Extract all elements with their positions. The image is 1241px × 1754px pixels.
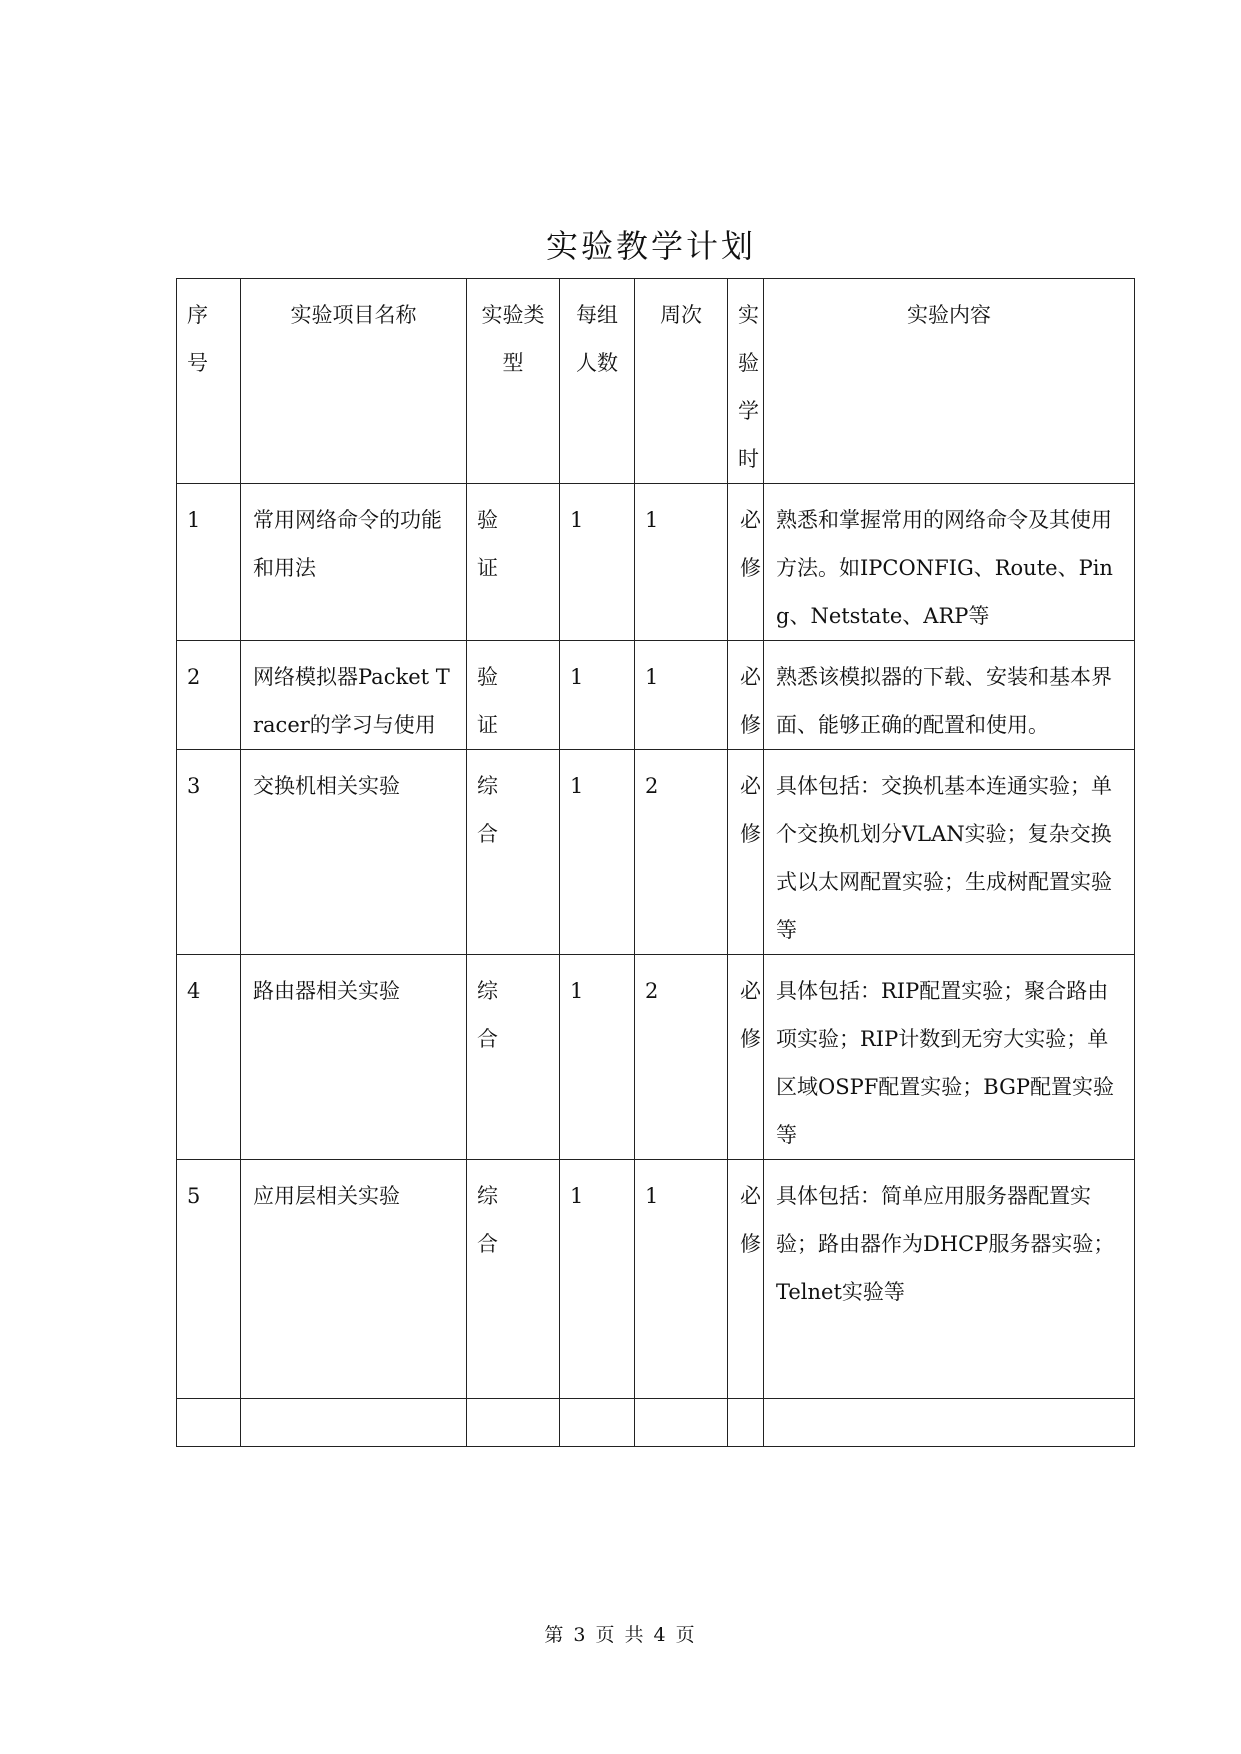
- table-row: [177, 641, 1135, 750]
- empty-cell: [241, 1399, 467, 1447]
- cell-type: 综合: [467, 955, 560, 1160]
- cell-name: 常用网络命令的功能和用法: [241, 484, 467, 641]
- cell-content: 熟悉和掌握常用的网络命令及其使用方法。如IPCONFIG、Route、Ping、Netstate、ARP等: [764, 484, 1135, 641]
- cell-no: 5: [177, 1160, 241, 1399]
- cell-week: 1: [635, 484, 728, 641]
- header-content: 实验内容: [764, 279, 1135, 484]
- table-row: [177, 1160, 1135, 1399]
- cell-hours: 必修: [728, 955, 764, 1160]
- cell-group-size: 1: [560, 750, 635, 955]
- cell-week: 1: [635, 641, 728, 750]
- cell-no: 1: [177, 484, 241, 641]
- cell-week: 2: [635, 955, 728, 1160]
- empty-cell: [560, 1399, 635, 1447]
- cell-type: 验证: [467, 484, 560, 641]
- cell-type: 综合: [467, 1160, 560, 1399]
- cell-type: 综合: [467, 750, 560, 955]
- cell-name: 路由器相关实验: [241, 955, 467, 1160]
- cell-type: 验证: [467, 641, 560, 750]
- cell-group-size: 1: [560, 484, 635, 641]
- page-number: 第 3 页 共 4 页: [544, 1624, 697, 1646]
- cell-hours: 必修: [728, 484, 764, 641]
- cell-name: 应用层相关实验: [241, 1160, 467, 1399]
- cell-no: 4: [177, 955, 241, 1160]
- table-row: [177, 750, 1135, 955]
- header-no: 序号: [177, 279, 241, 484]
- cell-hours: 必修: [728, 641, 764, 750]
- table-row: [177, 484, 1135, 641]
- empty-cell: [177, 1399, 241, 1447]
- header-group-size: 每组人数: [560, 279, 635, 484]
- cell-week: 1: [635, 1160, 728, 1399]
- cell-group-size: 1: [560, 641, 635, 750]
- table-header-row: [177, 279, 1135, 484]
- table-row: [177, 955, 1135, 1160]
- cell-content: 具体包括：简单应用服务器配置实验；路由器作为DHCP服务器实验；Telnet实验等: [764, 1160, 1135, 1399]
- empty-cell: [467, 1399, 560, 1447]
- empty-table-row: [177, 1399, 1135, 1447]
- header-name: 实验项目名称: [241, 279, 467, 484]
- cell-group-size: 1: [560, 1160, 635, 1399]
- cell-content: 具体包括：交换机基本连通实验；单个交换机划分VLAN实验；复杂交换式以太网配置实验；生成树配置实验等: [764, 750, 1135, 955]
- header-type: 实验类型: [467, 279, 560, 484]
- empty-cell: [764, 1399, 1135, 1447]
- experiment-plan-table: [176, 278, 1135, 1447]
- cell-week: 2: [635, 750, 728, 955]
- empty-cell: [635, 1399, 728, 1447]
- header-hours: 实验学时: [728, 279, 764, 484]
- cell-name: 网络模拟器Packet Tracer的学习与使用: [241, 641, 467, 750]
- page-title: 实验教学计划: [545, 227, 756, 265]
- cell-hours: 必修: [728, 750, 764, 955]
- empty-cell: [728, 1399, 764, 1447]
- cell-content: 熟悉该模拟器的下载、安装和基本界面、能够正确的配置和使用。: [764, 641, 1135, 750]
- header-week: 周次: [635, 279, 728, 484]
- cell-group-size: 1: [560, 955, 635, 1160]
- cell-content: 具体包括：RIP配置实验；聚合路由项实验；RIP计数到无穷大实验；单区域OSPF配置实验；BGP配置实验等: [764, 955, 1135, 1160]
- cell-no: 3: [177, 750, 241, 955]
- cell-name: 交换机相关实验: [241, 750, 467, 955]
- cell-no: 2: [177, 641, 241, 750]
- cell-hours: 必修: [728, 1160, 764, 1399]
